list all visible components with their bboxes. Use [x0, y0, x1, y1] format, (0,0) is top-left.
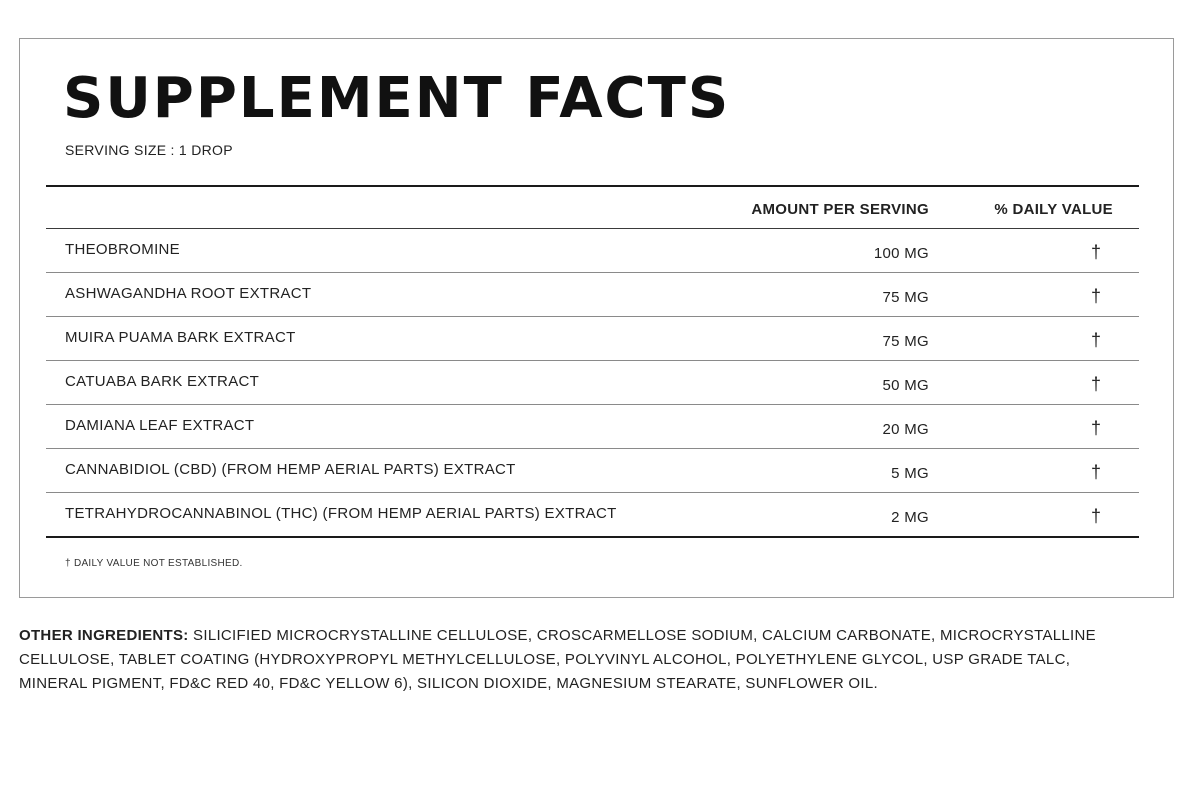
bottom-divider — [46, 536, 1139, 538]
ingredient-amount: 5 MG — [891, 465, 929, 482]
ingredient-amount: 75 MG — [882, 289, 929, 306]
table-header — [46, 187, 1139, 229]
ingredient-name: DAMIANA LEAF EXTRACT — [65, 417, 255, 434]
panel-title: SUPPLEMENT FACTS — [63, 66, 731, 131]
table-row — [46, 361, 1139, 405]
other-ingredients-label: OTHER INGREDIENTS: — [19, 627, 189, 644]
ingredient-name: CATUABA BARK EXTRACT — [65, 373, 260, 390]
daily-value-mark: † — [1090, 286, 1101, 306]
daily-value-mark: † — [1090, 330, 1101, 350]
table-row — [46, 229, 1139, 273]
ingredient-name: TETRAHYDROCANNABINOL (THC) (FROM HEMP AERIAL PARTS) EXTRACT — [65, 505, 617, 522]
ingredient-name: THEOBROMINE — [65, 241, 180, 258]
daily-value-mark: † — [1090, 418, 1101, 438]
table-row — [46, 449, 1139, 493]
table-row — [46, 317, 1139, 361]
daily-value-mark: † — [1090, 462, 1101, 482]
daily-value-header: % DAILY VALUE — [994, 201, 1113, 218]
daily-value-footnote: † DAILY VALUE NOT ESTABLISHED. — [65, 558, 243, 569]
ingredient-amount: 100 MG — [873, 245, 929, 262]
table-row — [46, 405, 1139, 449]
ingredient-amount: 50 MG — [882, 377, 929, 394]
ingredient-amount: 20 MG — [882, 421, 929, 438]
amount-per-serving-header: AMOUNT PER SERVING — [751, 201, 929, 218]
daily-value-mark: † — [1090, 506, 1101, 526]
ingredient-name: CANNABIDIOL (CBD) (FROM HEMP AERIAL PARTS) EXTRACT — [65, 461, 516, 478]
other-ingredients — [19, 624, 1139, 696]
ingredient-amount: 75 MG — [882, 333, 929, 350]
serving-size: SERVING SIZE : 1 DROP — [65, 142, 233, 158]
supplement-facts-panel — [19, 38, 1174, 598]
ingredients-table — [46, 229, 1139, 537]
ingredient-amount: 2 MG — [891, 509, 929, 526]
other-ingredients-text: SILICIFIED MICROCRYSTALLINE CELLULOSE, CROSCARMELLOSE SODIUM, CALCIUM CARBONATE, MICROCRYSTALLINE CELLULOSE, TABLET COATING (HYDROXYPROPYL METHYLCELLULOSE, POLYVINYL ALCOHOL, POLYETHYLENE GLYCOL, USP GRADE TALC, MINERAL PIGMENT, FD&C RED 40, FD&C YELLOW 6), SILICON DIOXIDE, MAGNESIUM STEARATE, SUNFLOWER OIL. — [19, 627, 1096, 692]
table-row — [46, 493, 1139, 537]
daily-value-mark: † — [1090, 374, 1101, 394]
table-row — [46, 273, 1139, 317]
ingredient-name: MUIRA PUAMA BARK EXTRACT — [65, 329, 296, 346]
ingredient-name: ASHWAGANDHA ROOT EXTRACT — [65, 285, 312, 302]
daily-value-mark: † — [1090, 242, 1101, 262]
